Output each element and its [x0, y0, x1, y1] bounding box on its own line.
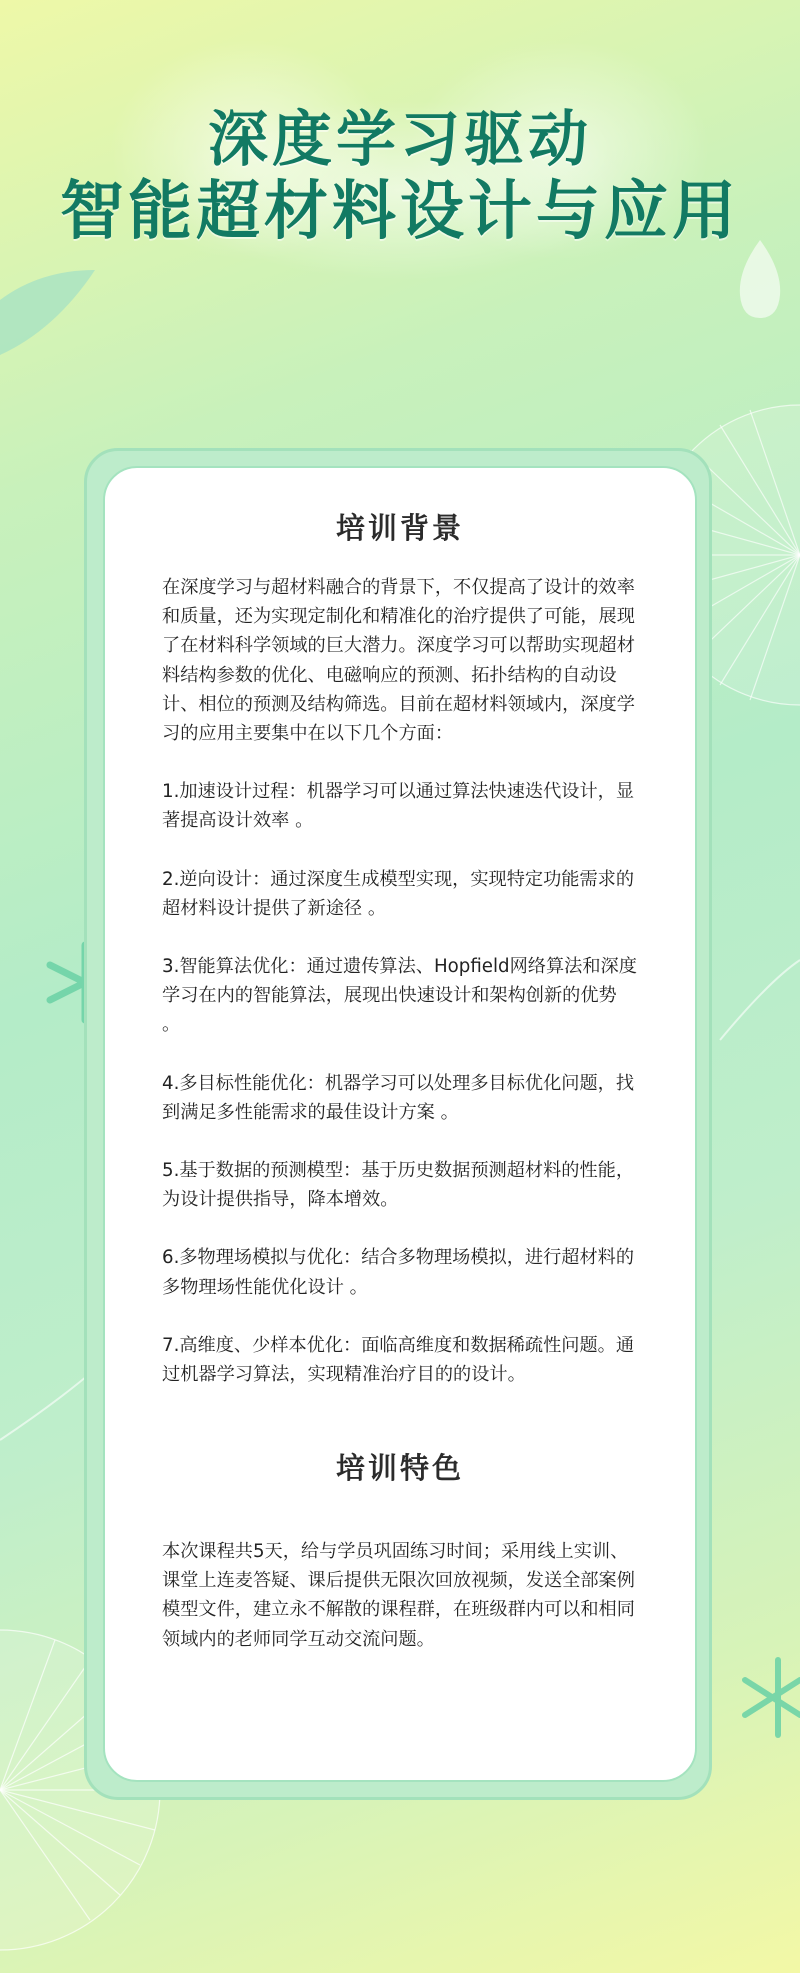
page-title-line-2: 智能超材料设计与应用 [60, 175, 740, 249]
background-item-6: 6.多物理场模拟与优化：结合多物理场模拟，进行超材料的多物理场性能优化设计 。 [162, 1247, 635, 1298]
background-item-1: 1.加速设计过程：机器学习可以通过算法快速迭代设计，显著提高设计效率 。 [162, 781, 635, 832]
background-section-heading [0, 506, 800, 547]
page-title-line-1: 深度学习驱动 [208, 105, 592, 175]
features-section-heading [0, 1446, 800, 1487]
background-intro: 在深度学习与超材料融合的背景下，不仅提高了设计的效率和质量，还为实现定制化和精准化的治疗提供了可能，展现了在材料科学领域的巨大潜力。深度学习可以帮助实现超材料结构参数的优化、电磁响应的预测、拓扑结构的自动设计、相位的预测及结构筛选。目前在超材料领域内，深度学习的应用主要集中在以下几个方面： [162, 577, 635, 745]
background-item-4: 4.多目标性能优化：机器学习可以处理多目标优化问题，找到满足多性能需求的最佳设计方案 。 [162, 1072, 635, 1123]
features-section-body [162, 1537, 638, 1654]
background-item-7: 7.高维度、少样本优化：面临高维度和数据稀疏性问题。通过机器学习算法，实现精准治疗目的的设计。 [162, 1334, 635, 1386]
features-text: 本次课程共5天，给与学员巩固练习时间；采用线上实训、课堂上连麦答疑、课后提供无限次回放视频，发送全部案例模型文件，建立永不解散的课程群，在班级群内可以和相同领域内的老师同学互动交流问题。 [162, 1541, 635, 1650]
background-item-5: 5.基于数据的预测模型：基于历史数据预测超材料的性能，为设计提供指导，降本增效。 [162, 1160, 635, 1211]
background-heading-text: 培训背景 [335, 511, 464, 545]
background-section-body [162, 573, 638, 1389]
background-item-3: 3.智能算法优化：通过遗传算法、Hopfield网络算法和深度学习在内的智能算法，展现出快速设计和架构创新的优势 。 [162, 956, 637, 1036]
features-heading-text: 培训特色 [335, 1451, 464, 1485]
background-item-2: 2.逆向设计：通过深度生成模型实现，实现特定功能需求的超材料设计提供了新途径 。 [162, 868, 635, 919]
